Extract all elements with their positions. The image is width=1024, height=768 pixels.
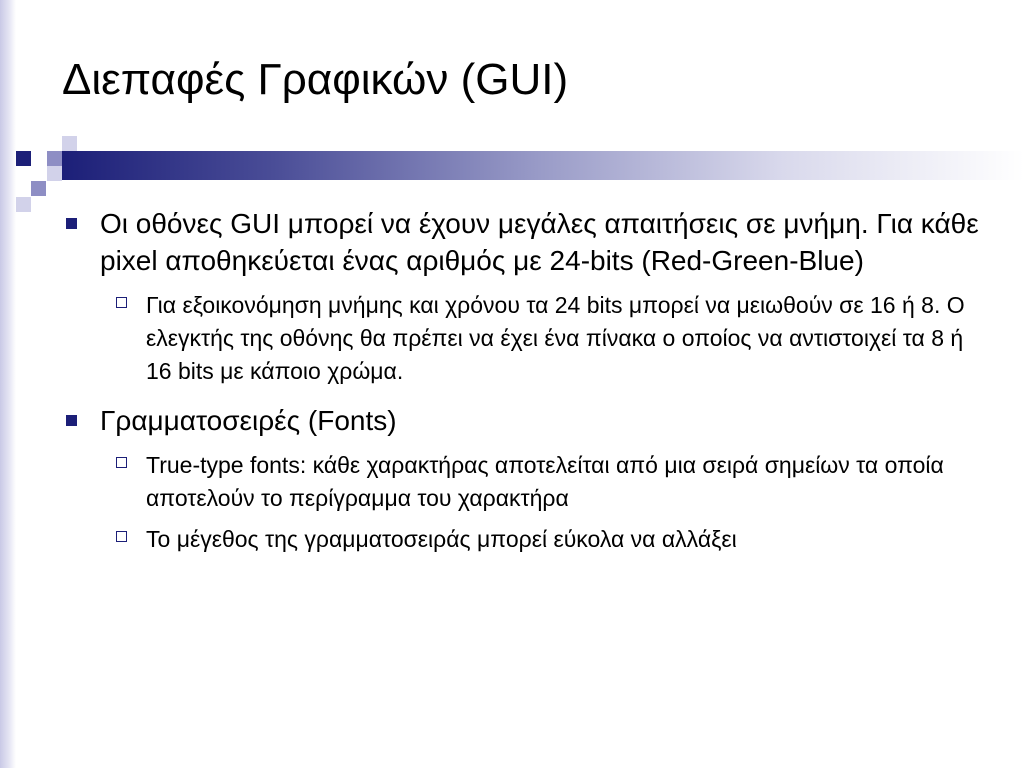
bullet-text: Γραμματοσειρές (Fonts) — [100, 405, 397, 436]
sub-bullet-text: True-type fonts: κάθε χαρακτήρας αποτελείται από μια σειρά σημείων τα οποία αποτελούν το περίγραμμα του χαρακτήρα — [146, 452, 944, 511]
hollow-square-bullet-icon — [116, 531, 127, 542]
decor-square — [16, 151, 31, 166]
sub-bullet-item — [62, 523, 982, 556]
decor-square — [31, 181, 46, 196]
bullet-group — [62, 205, 982, 388]
bullet-text: Οι οθόνες GUI μπορεί να έχουν μεγάλες απαιτήσεις σε μνήμη. Για κάθε pixel αποθηκεύεται ένας αριθμός με 24-bits (Red-Green-Blue) — [100, 208, 979, 276]
left-edge-gradient — [0, 0, 16, 768]
sub-bullet-item — [62, 289, 982, 388]
bullet-item — [62, 205, 982, 279]
bullet-group — [62, 402, 982, 556]
slide-content — [62, 205, 982, 570]
square-bullet-icon — [66, 415, 77, 426]
sub-bullet-item — [62, 449, 982, 515]
decor-square — [62, 136, 77, 151]
square-bullet-icon — [66, 218, 77, 229]
hollow-square-bullet-icon — [116, 457, 127, 468]
decor-square — [47, 166, 62, 181]
hollow-square-bullet-icon — [116, 297, 127, 308]
title-underline-bar — [62, 151, 1024, 180]
bullet-item — [62, 402, 982, 439]
sub-bullet-text: Το μέγεθος της γραμματοσειράς μπορεί εύκολα να αλλάξει — [146, 526, 737, 552]
decor-square — [47, 151, 62, 166]
decor-square — [16, 197, 31, 212]
sub-bullet-text: Για εξοικονόμηση μνήμης και χρόνου τα 24 bits μπορεί να μειωθούν σε 16 ή 8. Ο ελεγκτής της οθόνης θα πρέπει να έχει ένα πίνακα ο οποίος να αντιστοιχεί τα 8 ή 16 bits με κάποιο χρώμα. — [146, 292, 965, 384]
slide-title: Διεπαφές Γραφικών (GUI) — [62, 55, 569, 104]
